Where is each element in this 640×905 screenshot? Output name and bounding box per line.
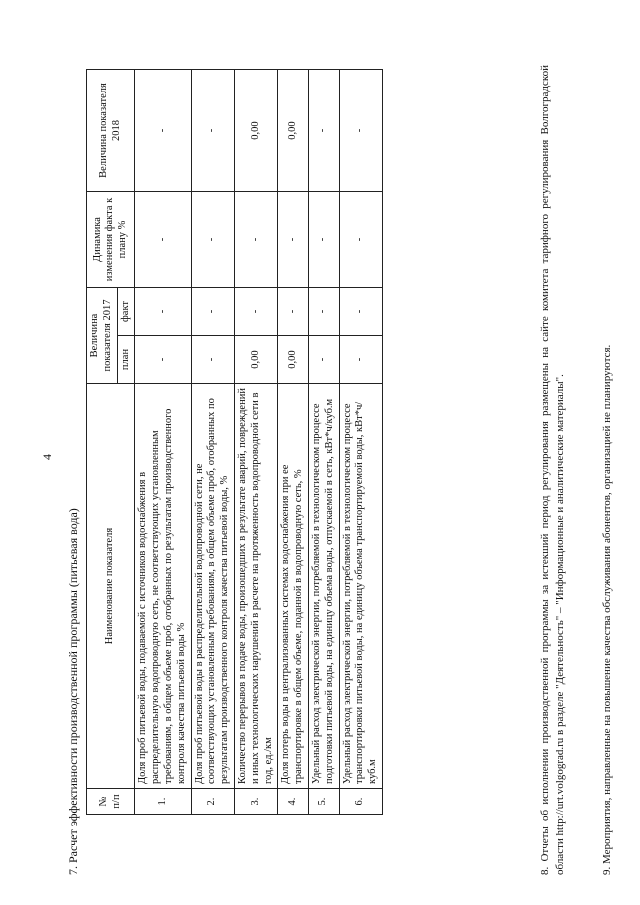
- header-value-2017: Величина показателя 2017: [87, 288, 118, 384]
- row-value-2018: -: [339, 70, 382, 192]
- table-row: [278, 70, 309, 815]
- header-num: № п/п: [87, 789, 135, 815]
- note-reports: 8. Отчеты об исполнении производственной программы за истекший период регулирования размещены на сайте комитета тарифного регулирования Волгоградской области http://urt.volgograd.ru в разделе "Деятельность" – "Информационные и аналитические материалы".: [539, 65, 566, 875]
- section-title: 7. Расчет эффективности производственной программы (питьевая вода): [66, 508, 80, 875]
- row-plan: 0,00: [278, 336, 309, 384]
- header-value-2018: Величина показателя 2018: [87, 70, 135, 192]
- row-value-2018: -: [191, 70, 234, 192]
- efficiency-table: [86, 69, 383, 815]
- row-value-2018: -: [135, 70, 191, 192]
- row-plan: -: [191, 336, 234, 384]
- header-fact: факт: [117, 288, 135, 336]
- row-value-2018: -: [308, 70, 339, 192]
- row-name: Количество перерывов в подаче воды, произошедших в результате аварий, повреждений и иных технологических нарушений в расчете на протяженность водопроводной сети в год, ед./км: [234, 384, 277, 789]
- row-number: 6.: [339, 789, 382, 815]
- row-fact: -: [234, 288, 277, 336]
- row-name: Удельный расход электрической энергии, потребляемой в технологическом процессе транспортировки питьевой воды, на единицу объема транспортируемой воды, кВт*ч/куб.м: [339, 384, 382, 789]
- row-plan: 0,00: [234, 336, 277, 384]
- row-dynamics: -: [339, 192, 382, 288]
- header-dynamics: Динамика изменения факта к плану %: [87, 192, 135, 288]
- row-plan: -: [308, 336, 339, 384]
- row-dynamics: -: [234, 192, 277, 288]
- row-fact: -: [278, 288, 309, 336]
- row-number: 1.: [135, 789, 191, 815]
- row-dynamics: -: [135, 192, 191, 288]
- row-fact: -: [135, 288, 191, 336]
- page-number: 4: [40, 454, 54, 460]
- header-name: Наименование показателя: [87, 384, 135, 789]
- row-fact: -: [191, 288, 234, 336]
- row-name: Доля проб питьевой воды, подаваемой с источников водоснабжения в распределительную водопроводную сеть, не соответствующих установленным требованиям, в общем объеме проб, отобранных по результатам производственного контроля качества питьевой воды %: [135, 384, 191, 789]
- row-dynamics: -: [278, 192, 309, 288]
- row-number: 5.: [308, 789, 339, 815]
- row-number: 3.: [234, 789, 277, 815]
- row-fact: -: [339, 288, 382, 336]
- row-name: Доля проб питьевой воды в распределительной водопроводной сети, не соответствующих установленным требованиям, в общем объеме проб, отобранных по результатам производственного контроля качества питьевой воды, %: [191, 384, 234, 789]
- header-plan: план: [117, 336, 135, 384]
- table-row: [135, 70, 191, 815]
- row-plan: -: [135, 336, 191, 384]
- table-row: [339, 70, 382, 815]
- row-dynamics: -: [191, 192, 234, 288]
- table-row: [308, 70, 339, 815]
- row-fact: -: [308, 288, 339, 336]
- row-plan: -: [339, 336, 382, 384]
- table-row: [191, 70, 234, 815]
- row-name: Удельный расход электрической энергии, потребляемой в технологическом процессе подготовки питьевой воды, на единицу объема воды, отпускаемой в сеть, кВт*ч/куб.м: [308, 384, 339, 789]
- row-dynamics: -: [308, 192, 339, 288]
- row-name: Доля потерь воды в централизованных системах водоснабжения при ее транспортировке в общем объеме, поданной в водопроводную сеть, %: [278, 384, 309, 789]
- note-measures: 9. Мероприятия, направленные на повышение качества обслуживания абонентов, организацией не планируются.: [601, 344, 613, 875]
- table-row: [234, 70, 277, 815]
- row-number: 2.: [191, 789, 234, 815]
- row-value-2018: 0,00: [234, 70, 277, 192]
- row-value-2018: 0,00: [278, 70, 309, 192]
- row-number: 4.: [278, 789, 309, 815]
